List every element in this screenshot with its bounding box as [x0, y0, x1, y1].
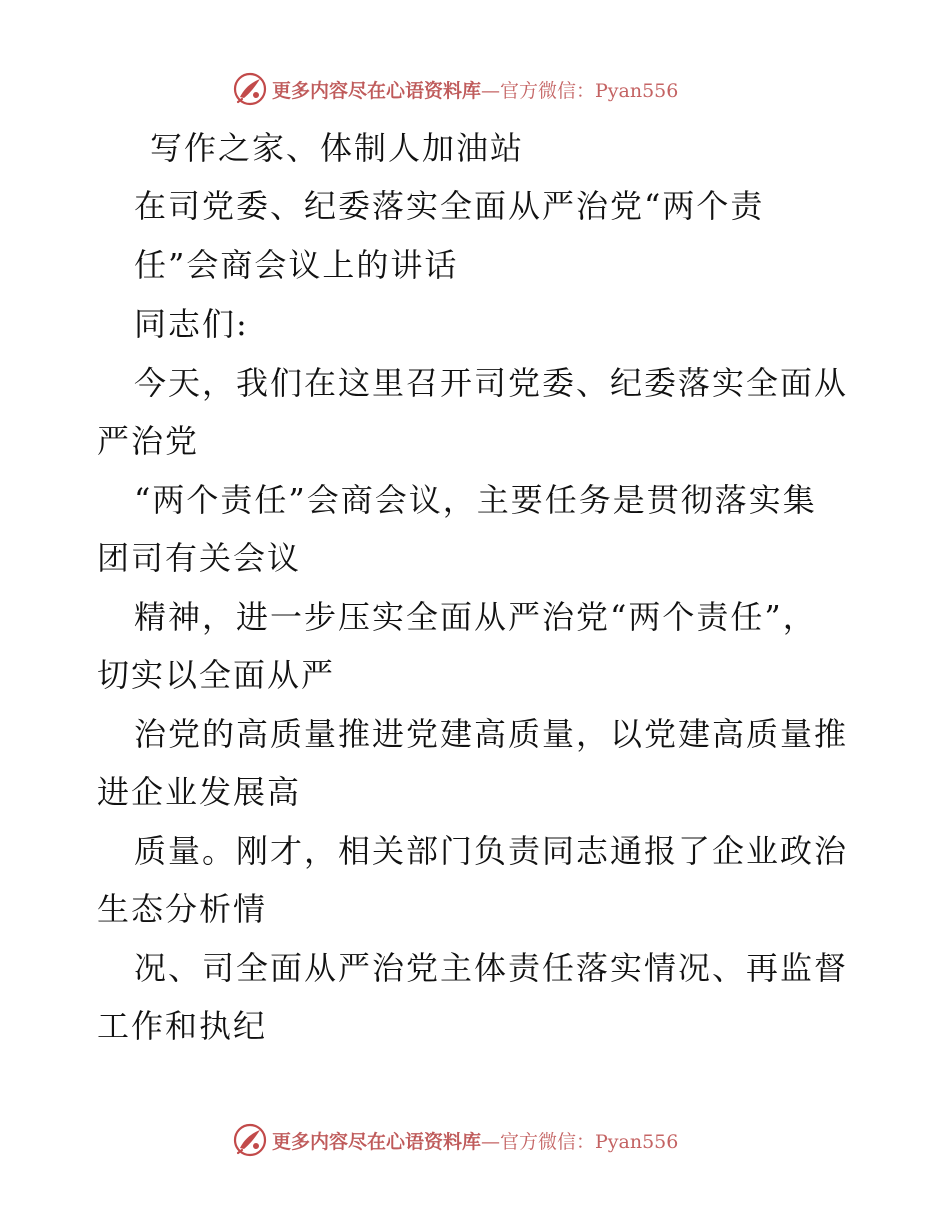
footer-watermark	[232, 1121, 678, 1159]
doc-line: 况、司全面从严治党主体责任落实情况、再监督	[134, 949, 849, 987]
brush-pen-logo-icon	[232, 71, 268, 107]
header-watermark	[232, 70, 678, 108]
doc-line: 工作和执纪	[97, 1007, 268, 1045]
watermark-text: 更多内容尽在心语资料库—官方微信：Pyan556	[272, 1130, 679, 1153]
doc-line: 生态分析情	[97, 890, 268, 928]
doc-line: 质量。刚才，相关部门负责同志通报了企业政治	[134, 832, 849, 870]
doc-line: 团司有关会议	[97, 539, 302, 577]
watermark-text: 更多内容尽在心语资料库—官方微信：Pyan556	[272, 79, 679, 102]
brush-pen-logo-icon	[232, 1122, 268, 1158]
doc-line: 精神，进一步压实全面从严治党“两个责任”，	[134, 598, 817, 636]
doc-line: 今天，我们在这里召开司党委、纪委落实全面从	[134, 364, 849, 402]
doc-line: 写作之家、体制人加油站	[150, 129, 525, 167]
doc-line: “两个责任”会商会议，主要任务是贯彻落实集	[134, 481, 817, 519]
doc-line: 切实以全面从严	[97, 656, 336, 694]
doc-title-line: 任”会商会议上的讲话	[134, 246, 459, 284]
doc-line: 进企业发展高	[97, 773, 302, 811]
doc-line: 同志们:	[134, 305, 249, 343]
doc-line: 严治党	[97, 422, 200, 460]
doc-title-line: 在司党委、纪委落实全面从严治党“两个责	[134, 187, 765, 225]
doc-line: 治党的高质量推进党建高质量，以党建高质量推	[134, 715, 849, 753]
